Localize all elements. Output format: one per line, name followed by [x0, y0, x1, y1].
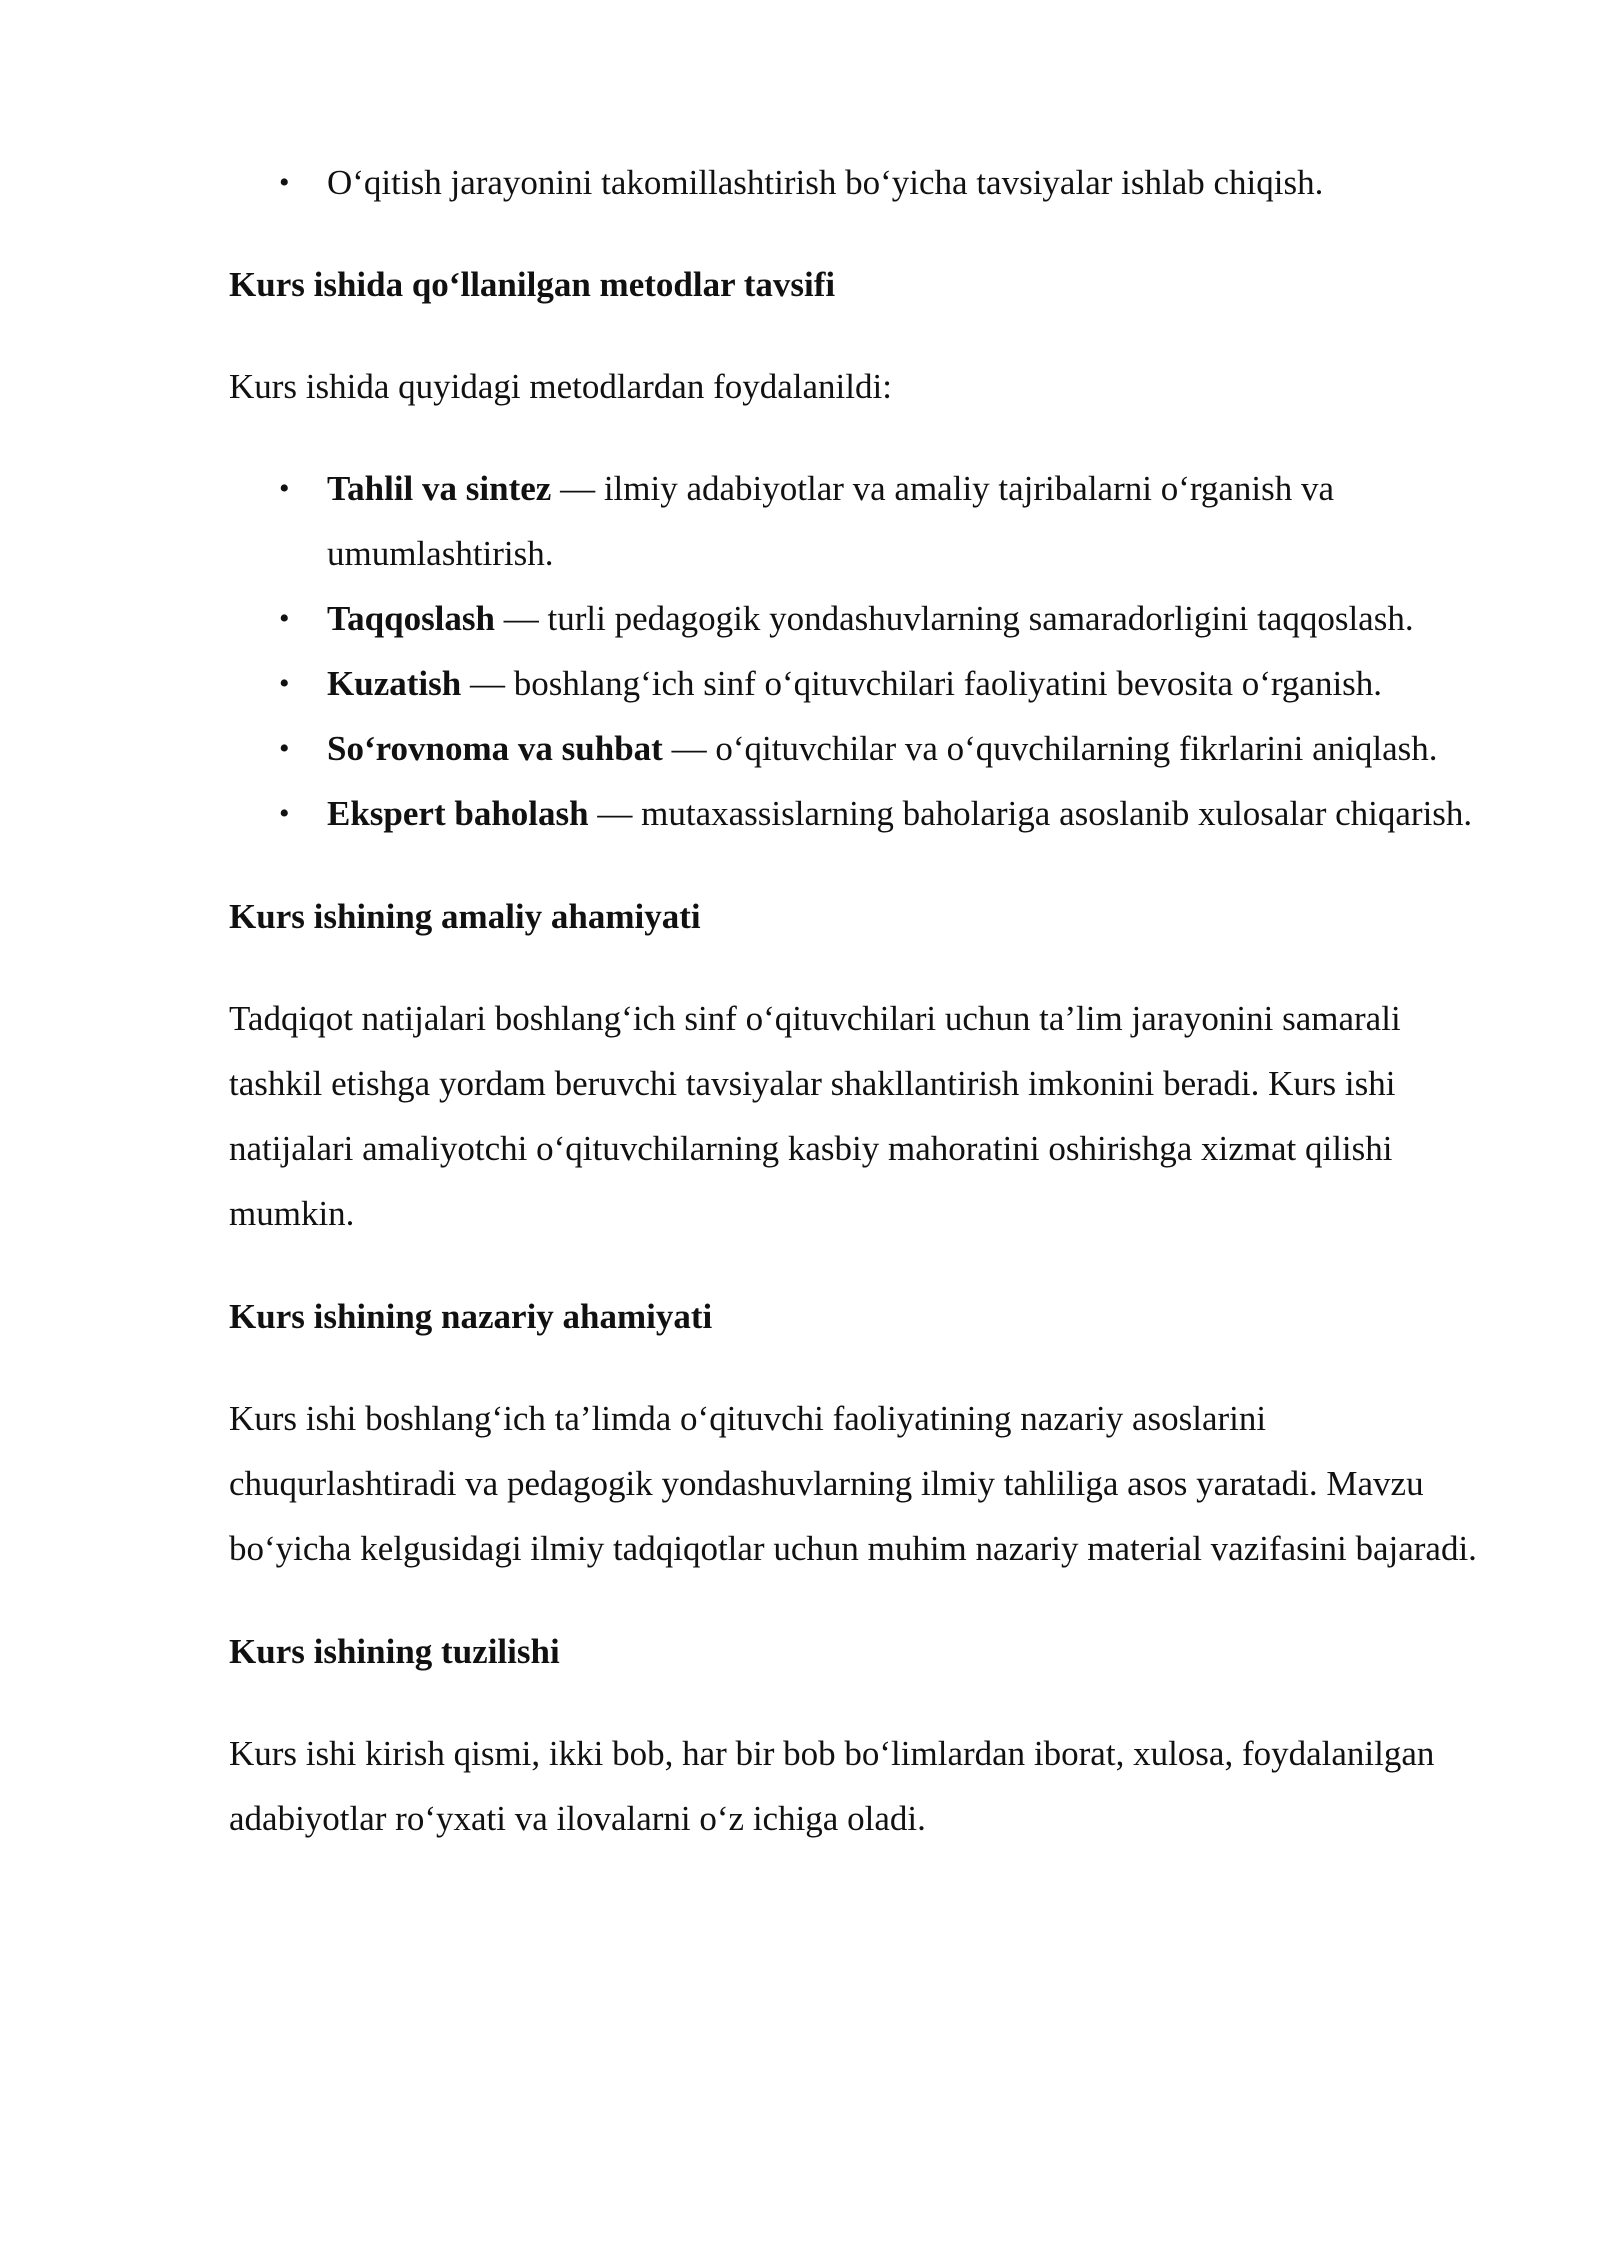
- section-heading-practical: Kurs ishining amaliy ahamiyati: [229, 897, 701, 936]
- method-term: Taqqoslash: [327, 599, 495, 638]
- top-bullet-list: [229, 150, 1490, 215]
- method-term: Kuzatish: [327, 664, 462, 703]
- bullet-icon: •: [279, 602, 290, 635]
- section-heading-theoretical: Kurs ishining nazariy ahamiyati: [229, 1297, 713, 1336]
- bullet-icon: •: [279, 732, 290, 765]
- structure-paragraph: Kurs ishi kirish qismi, ikki bob, har bir bob bo‘limlardan iborat, xulosa, foydalanilgan adabiyotlar ro‘yxati va ilovalarni o‘z ichiga oladi.: [229, 1734, 1435, 1838]
- bullet-icon: •: [279, 166, 290, 199]
- method-desc: — o‘qituvchilar va o‘quvchilarning fikrlarini aniqlash.: [662, 729, 1438, 768]
- practical-paragraph: Tadqiqot natijalari boshlang‘ich sinf o‘qituvchilari uchun ta’lim jarayonini samarali tashkil etishga yordam beruvchi tavsiyalar shakllantirish imkonini beradi. Kurs ishi natijalari amaliyotchi o‘qituvchilarning kasbiy mahoratini oshirishga xizmat qilishi mumkin.: [229, 999, 1401, 1233]
- bullet-icon: •: [279, 667, 290, 700]
- list-item: [229, 716, 1490, 781]
- list-item-text: O‘qitish jarayonini takomillashtirish bo‘yicha tavsiyalar ishlab chiqish.: [327, 163, 1324, 202]
- methods-list: [229, 456, 1490, 846]
- method-desc: — boshlang‘ich sinf o‘qituvchilari faoliyatini bevosita o‘rganish.: [461, 664, 1383, 703]
- method-desc: — ilmiy adabiyotlar va amaliy tajribalarni o‘rganish va umumlashtirish.: [327, 469, 1335, 573]
- section-heading-methods: Kurs ishida qo‘llanilgan metodlar tavsifi: [229, 265, 836, 304]
- list-item: [229, 456, 1490, 586]
- method-term: Tahlil va sintez: [327, 469, 552, 508]
- list-item: [229, 651, 1490, 716]
- method-term: Ekspert baholash: [327, 794, 589, 833]
- method-desc: — mutaxassislarning baholariga asoslanib xulosalar chiqarish.: [588, 794, 1473, 833]
- list-item: [229, 586, 1490, 651]
- list-item: [229, 150, 1490, 215]
- theoretical-paragraph: Kurs ishi boshlang‘ich ta’limda o‘qituvchi faoliyatining nazariy asoslarini chuqurlashtiradi va pedagogik yondashuvlarning ilmiy tahliliga asos yaratadi. Mavzu bo‘yicha kelgusidagi ilmiy tadqiqotlar uchun muhim nazariy material vazifasini bajaradi.: [229, 1399, 1477, 1568]
- methods-intro: Kurs ishida quyidagi metodlardan foydalanildi:: [229, 367, 892, 406]
- bullet-icon: •: [279, 472, 290, 505]
- list-item: [229, 781, 1490, 846]
- method-desc: — turli pedagogik yondashuvlarning samaradorligini taqqoslash.: [495, 599, 1414, 638]
- section-heading-structure: Kurs ishining tuzilishi: [229, 1632, 560, 1671]
- method-term: So‘rovnoma va suhbat: [327, 729, 663, 768]
- bullet-icon: •: [279, 797, 290, 830]
